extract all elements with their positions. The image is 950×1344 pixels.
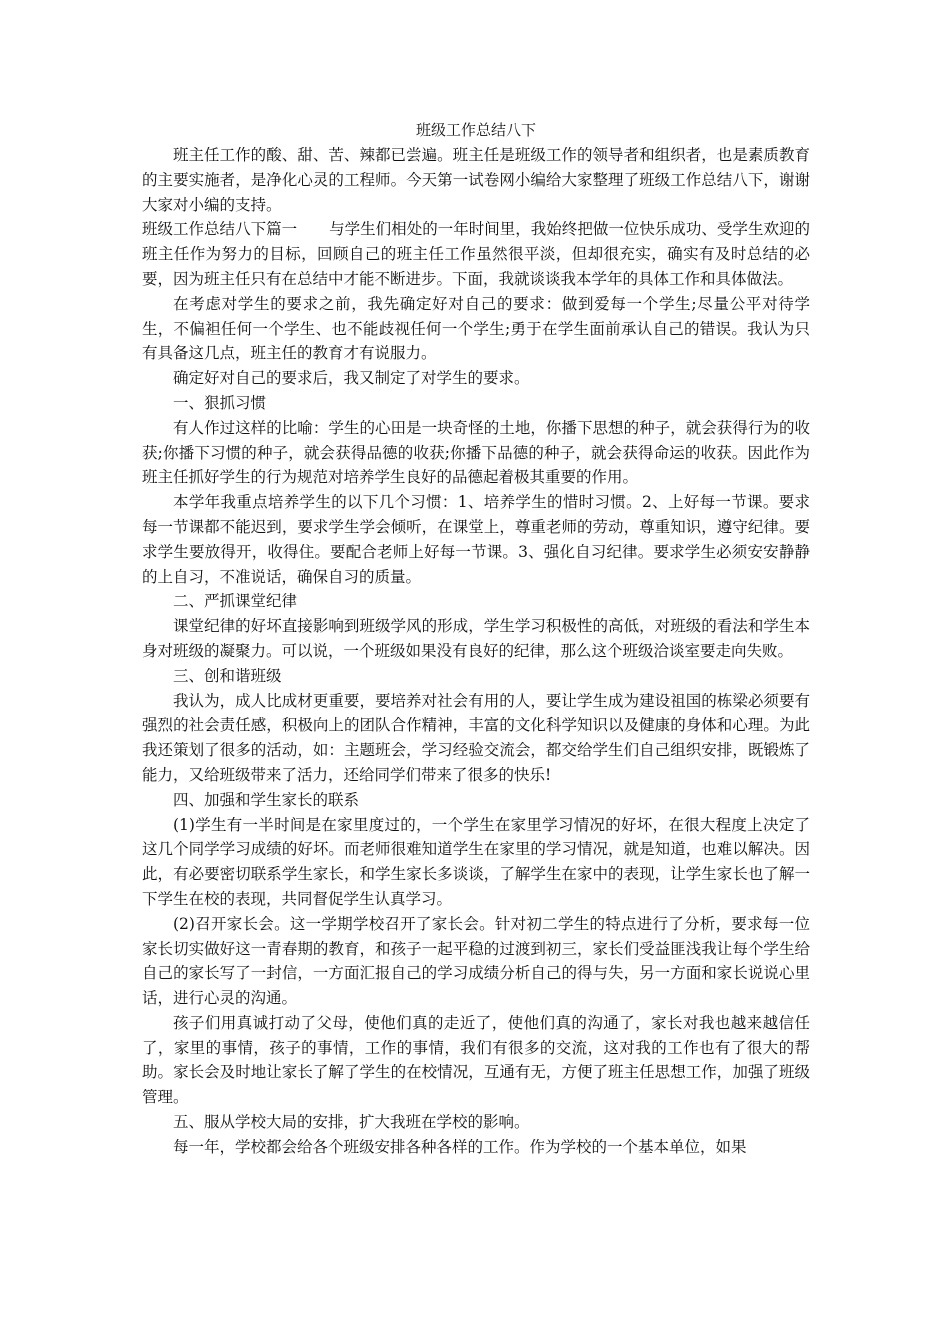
heading-school-arrangement: 五、服从学校大局的安排，扩大我班在学校的影响。: [173, 1113, 530, 1132]
heading-habits: 一、狠抓习惯: [173, 393, 267, 412]
section-heading: 班级工作总结八下篇一: [142, 220, 298, 239]
paragraph-harmonious-class: 我认为，成人比成材更重要，要培养对社会有用的人，要让学生成为建设祖国的栋梁必须要有强烈的社会责任感，积极向上的团队合作精神，丰富的文化科学知识以及健康的身体和心理。为此我还策划了很多的活动，如：主题班会，学习经验交流会，都交给学生们自己组织安排，既锻炼了能力，又给班级带来了活力，还给同学们带来了很多的快乐!: [142, 691, 810, 784]
paragraph-parent-trust: 孩子们用真诚打动了父母，使他们真的走近了，使他们真的沟通了，家长对我也越来越信任了，家里的事情，孩子的事情，工作的事情，我们有很多的交流，这对我的工作也有了很大的帮助。家长会及时地让家长了解了学生的在校情况，互通有无，方便了班主任思想工作，加强了班级管理。: [142, 1013, 810, 1107]
paragraph-intro: 班主任工作的酸、甜、苦、辣都已尝遍。班主任是班级工作的领导者和组织者，也是素质教育的主要实施者，是净化心灵的工程师。今天第一试卷网小编给大家整理了班级工作总结八下，谢谢大家对小编的支持。: [142, 146, 810, 214]
document-title: 班级工作总结八下: [415, 121, 536, 139]
paragraph-section-one: [142, 217, 810, 291]
paragraph-school-arrangement: 每一年，学校都会给各个班级安排各种各样的工作。作为学校的一个基本单位，如果: [173, 1137, 747, 1156]
heading-classroom-discipline: 二、严抓课堂纪律: [173, 592, 298, 611]
paragraph-student-requirements: 确定好对自己的要求后，我又制定了对学生的要求。: [173, 369, 530, 388]
paragraph-classroom-discipline: 课堂纪律的好坏直接影响到班级学风的形成，学生学习积极性的高低，对班级的看法和学生本身对班级的凝聚力。可以说，一个班级如果没有良好的纪律，那么这个班级洽谈室要走向失败。: [142, 617, 810, 660]
paragraph-self-requirements: 在考虑对学生的要求之前，我先确定好对自己的要求：做到爱每一个学生;尽量公平对待学生，不偏袒任何一个学生、也不能歧视任何一个学生;勇于在学生面前承认自己的错误。我认为只有具备这几点，班主任的教育才有说服力。: [142, 294, 810, 363]
paragraph-parent-contact-2: (2)召开家长会。这一学期学校召开了家长会。针对初二学生的特点进行了分析，要求每一位家长切实做好这一青春期的教育，和孩子一起平稳的过渡到初三，家长们受益匪浅我让每个学生给自己的家长写了一封信，一方面汇报自己的学习成绩分析自己的得与失，另一方面和家长说说心里话，进行心灵的沟通。: [142, 914, 810, 1008]
paragraph-parent-contact-1: (1)学生有一半时间是在家里度过的，一个学生在家里学习情况的好坏，在很大程度上决定了这几个同学学习成绩的好坏。而老师很难知道学生在家里的学习情况，就是知道，也难以解决。因此，有必要密切联系学生家长，和学生家长多谈谈，了解学生在家中的表现，让学生家长也了解一下学生在校的表现，共同督促学生认真学习。: [142, 815, 810, 908]
paragraph-habits-metaphor: 有人作过这样的比喻：学生的心田是一块奇怪的土地，你播下思想的种子，就会获得行为的收获;你播下习惯的种子，就会获得品德的收获;你播下品德的种子，就会获得命运的收获。因此作为班主任抓好学生的行为规范对培养学生良好的品德起着极其重要的作用。: [142, 418, 810, 487]
heading-parent-contact: 四、加强和学生家长的联系: [173, 790, 360, 809]
paragraph-habits-details: 本学年我重点培养学生的以下几个习惯：1、培养学生的惜时习惯。2、上好每一节课。要求每一节课都不能迟到，要求学生学会倾听，在课堂上，尊重老师的劳动，尊重知识，遵守纪律。要求学生要放得开，收得住。要配合老师上好每一节课。3、强化自习纪律。要求学生必须安安静静的上自习，不准说话，确保自习的质量。: [142, 493, 810, 586]
heading-harmonious-class: 三、创和谐班级: [173, 666, 282, 685]
document-page: [142, 120, 810, 1160]
section-one-body: 与学生们相处的一年时间里，我始终把做一位快乐成功、受学生欢迎的班主任作为努力的目标，回顾自己的班主任工作虽然很平淡，但却很充实，确实有及时总结的必要，因为班主任只有在总结中才能不断进步。下面，我就谈谈我本学年的具体工作和具体做法。: [142, 220, 810, 288]
